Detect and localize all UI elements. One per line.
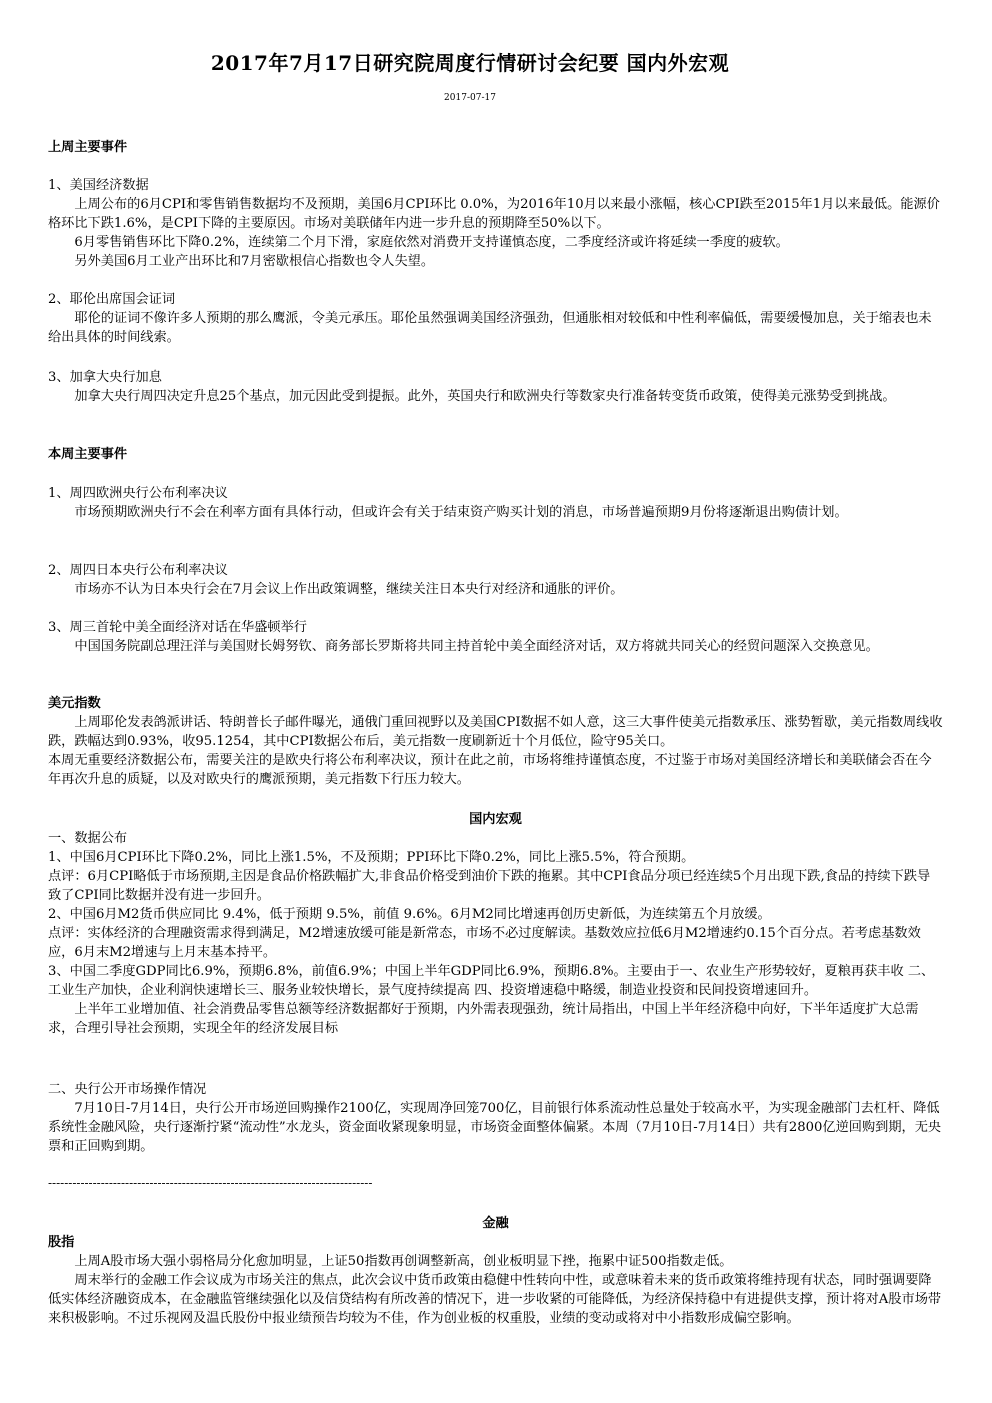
this-week-heading: 本周主要事件 — [48, 447, 128, 462]
paragraph: 3、中国二季度GDP同比6.9%，预期6.8%，前值6.9%；中国上半年GDP同比6.9%，预期6.8%。主要由于一、农业生产形势较好，夏粮再获丰收 二、工业生产加快，企业利润快速增长三、服务业较快增长，景气度持续提高 四、投资增速稳中略缓，制造业投资和民间投资增速回升。 — [48, 964, 935, 998]
last-week-item-3 — [48, 368, 943, 406]
paragraph: 上周耶伦发表鸽派讲话、特朗普长子邮件曝光，通俄门重回视野以及美国CPI数据不如人意，这三大事件使美元指数承压、涨势暂歇，美元指数周线收跌，跌幅达到0.93%，收95.1254，其中CPI数据公布后，美元指数一度刷新近十个月低位，险守95关口。 — [48, 715, 943, 749]
paragraph: 耶伦的证词不像许多人预期的那么鹰派，令美元承压。耶伦虽然强调美国经济强劲，但通胀相对较低和中性利率偏低，需要缓慢加息，关于缩表也未给出具体的时间线索。 — [48, 311, 932, 345]
stock-index-heading: 股指 — [48, 1235, 75, 1250]
last-week-item-2 — [48, 290, 943, 347]
paragraph: 点评：实体经济的合理融资需求得到满足，M2增速放缓可能是新常态，市场不必过度解读。基数效应拉低6月M2增速约0.15个百分点。若考虑基数效应，6月末M2增速与上月末基本持平。 — [48, 926, 921, 960]
this-week-section — [48, 445, 943, 464]
paragraph: 2、中国6月M2货币供应同比 9.4%，低于预期 9.5%，前值 9.6%。6月M2同比增速再创历史新低，为连续第五个月放缓。 — [48, 907, 771, 922]
item-title: 2、周四日本央行公布利率决议 — [48, 563, 228, 578]
paragraph: 加拿大央行周四决定升息25个基点，加元因此受到提振。此外，英国央行和欧洲央行等数家央行准备转变货币政策，使得美元涨势受到挑战。 — [74, 389, 896, 404]
item-title: 3、周三首轮中美全面经济对话在华盛顿举行 — [48, 620, 307, 635]
last-week-item-1 — [48, 176, 943, 271]
paragraph: 市场亦不认为日本央行会在7月会议上作出政策调整，继续关注日本央行对经济和通胀的评价。 — [74, 582, 624, 597]
this-week-item-1 — [48, 484, 943, 522]
paragraph: 周末举行的金融工作会议成为市场关注的焦点，此次会议中货币政策由稳健中性转向中性，或意味着未来的货币政策将维持现有状态，同时强调要降低实体经济融资成本，在金融监管继续强化以及信贷结构有所改善的情况下，进一步收紧的可能降低，为经济保持稳中有进提供支撑，预计将对A股市场带来积极影响。不过乐视网及温氏股份中报业绩预告均较为不佳，作为创业板的权重股，业绩的变动或将对中小指数形成偏空影响。 — [48, 1273, 942, 1326]
finance-heading: 金融 — [482, 1216, 509, 1231]
domestic-macro-section — [48, 810, 943, 1038]
paragraph: 市场预期欧洲央行不会在利率方面有具体行动，但或许会有关于结束资产购买计划的消息，市场普遍预期9月份将逐渐退出购债计划。 — [74, 505, 848, 520]
paragraph: 7月10日-7月14日，央行公开市场逆回购操作2100亿，实现周净回笼700亿，目前银行体系流动性总量处于较高水平，为实现金融部门去杠杆、降低系统性金融风险，央行逐渐拧紧“流动性”水龙头，资金面收紧现象明显，市场资金面整体偏紧。本周（7月10日-7月14日）共有2800亿逆回购到期，无央票和正回购到期。 — [48, 1101, 942, 1154]
this-week-item-3 — [48, 618, 943, 656]
page-title: 2017年7月17日研究院周度行情研讨会纪要 国内外宏观 — [210, 51, 730, 75]
finance-section — [48, 1214, 943, 1328]
last-week-section — [48, 138, 943, 157]
paragraph: 中国国务院副总理汪洋与美国财长姆努钦、商务部长罗斯将共同主持首轮中美全面经济对话，双方将就共同关心的经贸问题深入交换意见。 — [74, 639, 879, 654]
document-date: 2017-07-17 — [444, 93, 496, 103]
paragraph: 上周A股市场大强小弱格局分化愈加明显，上证50指数再创调整新高，创业板明显下挫，拖累中证500指数走低。 — [74, 1254, 733, 1269]
paragraph: 点评：6月CPI略低于市场预期,主因是食品价格跌幅扩大,非食品价格受到油价下跌的拖累。其中CPI食品分项已经连续5个月出现下跌,食品的持续下跌导致了CPI同比数据并没有进一步回升。 — [48, 869, 931, 903]
paragraph: 本周无重要经济数据公布，需要关注的是欧央行将公布利率决议，预计在此之前，市场将维持谨慎态度，不过鉴于市场对美国经济增长和美联储会否在今年再次升息的质疑，以及对欧央行的鹰派预期，美元指数下行压力较大。 — [48, 753, 932, 787]
usd-index-heading: 美元指数 — [48, 696, 101, 711]
item-title: 2、耶伦出席国会证词 — [48, 292, 176, 307]
this-week-item-2 — [48, 561, 943, 599]
paragraph: 1、中国6月CPI环比下降0.2%，同比上涨1.5%，不及预期；PPI环比下降0.2%，同比上涨5.5%，符合预期。 — [48, 850, 695, 865]
domestic-macro-heading: 国内宏观 — [469, 812, 522, 827]
paragraph: 6月零售销售环比下降0.2%，连续第二个月下滑，家庭依然对消费开支持谨慎态度，二季度经济或许将延续一季度的疲软。 — [74, 235, 789, 250]
item-title: 3、加拿大央行加息 — [48, 370, 162, 385]
paragraph: 上半年工业增加值、社会消费品零售总额等经济数据都好于预期，内外需表现强劲，统计局指出，中国上半年经济稳中向好，下半年适度扩大总需求，合理引导社会预期，实现全年的经济发展目标 — [48, 1002, 919, 1036]
last-week-heading: 上周主要事件 — [48, 140, 128, 155]
item-title: 1、周四欧洲央行公布利率决议 — [48, 486, 228, 501]
usd-index-section — [48, 694, 943, 789]
paragraph: 上周公布的6月CPI和零售销售数据均不及预期，美国6月CPI环比 0.0%，为2016年10月以来最小涨幅，核心CPI跌至2015年1月以来最低。能源价格环比下跌1.6%，是CPI下降的主要原因。市场对美联储年内进一步升息的预期降至50%以下。 — [48, 197, 940, 231]
item-title: 1、美国经济数据 — [48, 178, 149, 193]
open-market-section — [48, 1080, 943, 1156]
paragraph: 另外美国6月工业产出环比和7月密歇根信心指数也令人失望。 — [74, 254, 435, 269]
subsection-title: 一、数据公布 — [48, 831, 128, 846]
divider-line: -------------------------------------------------------------------------------- — [48, 1176, 373, 1190]
subsection-title: 二、央行公开市场操作情况 — [48, 1082, 207, 1097]
